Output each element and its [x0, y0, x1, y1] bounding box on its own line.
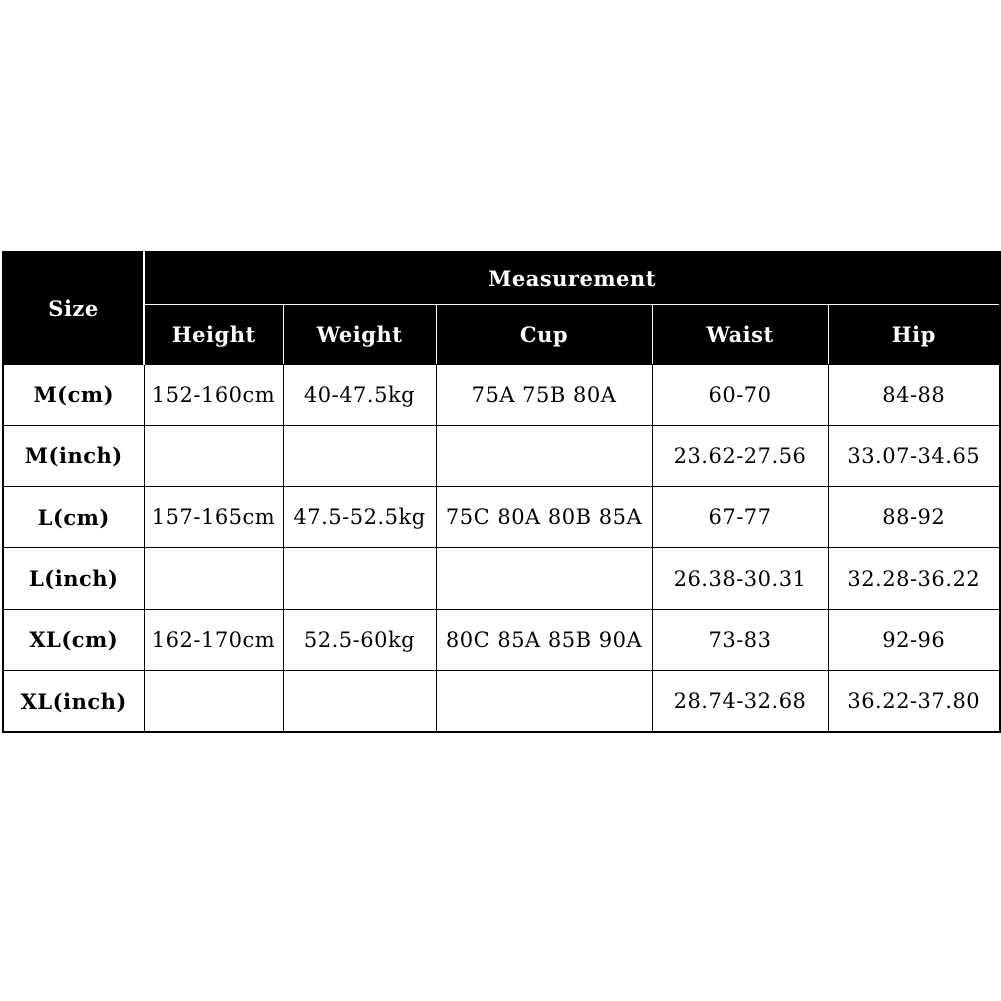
waist-cell: 28.74-32.68 [652, 671, 828, 732]
hip-cell: 84-88 [828, 364, 1000, 425]
height-cell [144, 548, 283, 609]
cup-cell [436, 425, 652, 486]
column-header-height: Height [144, 304, 283, 364]
size-cell: L(cm) [3, 487, 144, 548]
table-header [3, 252, 1000, 364]
table-row [3, 609, 1000, 670]
height-cell: 157-165cm [144, 487, 283, 548]
size-cell: XL(cm) [3, 609, 144, 670]
waist-cell: 73-83 [652, 609, 828, 670]
column-header-weight: Weight [283, 304, 436, 364]
height-cell: 152-160cm [144, 364, 283, 425]
hip-cell: 88-92 [828, 487, 1000, 548]
hip-cell: 33.07-34.65 [828, 425, 1000, 486]
hip-cell: 36.22-37.80 [828, 671, 1000, 732]
table-row [3, 364, 1000, 425]
table-body [3, 364, 1000, 732]
cup-cell: 75C 80A 80B 85A [436, 487, 652, 548]
size-chart-table [2, 251, 1001, 733]
hip-cell: 92-96 [828, 609, 1000, 670]
size-column-header: Size [3, 252, 144, 364]
weight-cell: 40-47.5kg [283, 364, 436, 425]
weight-cell [283, 548, 436, 609]
cup-cell [436, 671, 652, 732]
waist-cell: 26.38-30.31 [652, 548, 828, 609]
column-header-hip: Hip [828, 304, 1000, 364]
hip-cell: 32.28-36.22 [828, 548, 1000, 609]
table-row [3, 548, 1000, 609]
size-cell: M(inch) [3, 425, 144, 486]
column-header-waist: Waist [652, 304, 828, 364]
column-header-cup: Cup [436, 304, 652, 364]
table-row [3, 487, 1000, 548]
waist-cell: 60-70 [652, 364, 828, 425]
table-row [3, 671, 1000, 732]
height-cell [144, 671, 283, 732]
waist-cell: 67-77 [652, 487, 828, 548]
measurement-group-header: Measurement [144, 252, 1000, 304]
waist-cell: 23.62-27.56 [652, 425, 828, 486]
size-cell: L(inch) [3, 548, 144, 609]
weight-cell: 47.5-52.5kg [283, 487, 436, 548]
cup-cell: 75A 75B 80A [436, 364, 652, 425]
weight-cell [283, 671, 436, 732]
cup-cell [436, 548, 652, 609]
table-row [3, 425, 1000, 486]
header-row-columns [3, 304, 1000, 364]
size-cell: XL(inch) [3, 671, 144, 732]
height-cell: 162-170cm [144, 609, 283, 670]
height-cell [144, 425, 283, 486]
cup-cell: 80C 85A 85B 90A [436, 609, 652, 670]
weight-cell: 52.5-60kg [283, 609, 436, 670]
header-row-group [3, 252, 1000, 304]
size-cell: M(cm) [3, 364, 144, 425]
weight-cell [283, 425, 436, 486]
